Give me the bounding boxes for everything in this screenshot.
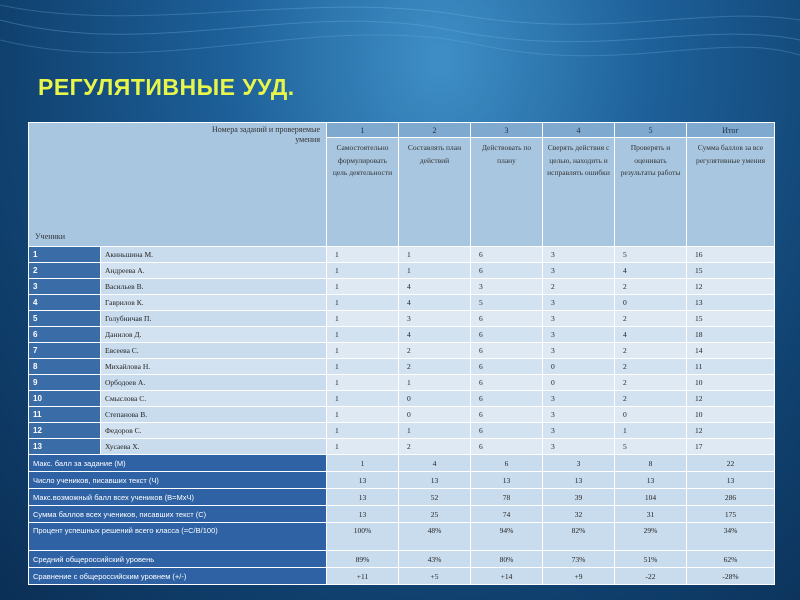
summary-value: 22 [687, 455, 775, 472]
score-cell: 6 [471, 263, 543, 279]
score-cell: 6 [471, 343, 543, 359]
summary-value: 80% [471, 551, 543, 568]
summary-value: 3 [543, 455, 615, 472]
student-row [29, 391, 775, 407]
summary-value: 52 [399, 489, 471, 506]
summary-value: -22 [615, 568, 687, 585]
student-row [29, 311, 775, 327]
student-name: Хусаева Х. [101, 439, 327, 455]
student-row [29, 279, 775, 295]
skill-description-cell: Сверять действия с целью, находить и исправлять ошибки [543, 138, 615, 247]
score-cell: 1 [327, 423, 399, 439]
score-cell: 6 [471, 311, 543, 327]
summary-label: Средний общероссийский уровень [29, 551, 327, 568]
summary-row [29, 506, 775, 523]
corner-label-tasks: Номера заданий и проверяемые умения [211, 125, 320, 144]
student-number: 9 [29, 375, 101, 391]
score-cell: 15 [687, 311, 775, 327]
score-cell: 15 [687, 263, 775, 279]
score-cell: 3 [543, 439, 615, 455]
summary-value: 13 [615, 472, 687, 489]
summary-row [29, 455, 775, 472]
student-row [29, 375, 775, 391]
score-cell: 3 [543, 295, 615, 311]
skill-description-cell: Составлять план действий [399, 138, 471, 247]
score-cell: 1 [327, 295, 399, 311]
score-cell: 2 [615, 391, 687, 407]
student-number: 12 [29, 423, 101, 439]
student-name: Федоров С. [101, 423, 327, 439]
summary-label: Процент успешных решений всего класса (=С/В/100) [29, 523, 327, 551]
summary-value: +5 [399, 568, 471, 585]
student-row [29, 407, 775, 423]
summary-value: 25 [399, 506, 471, 523]
score-cell: 12 [687, 423, 775, 439]
student-row [29, 327, 775, 343]
score-cell: 3 [543, 407, 615, 423]
summary-value: 13 [471, 472, 543, 489]
student-name: Данилов Д. [101, 327, 327, 343]
score-cell: 3 [543, 423, 615, 439]
student-name: Орбодоев А. [101, 375, 327, 391]
summary-value: 1 [327, 455, 399, 472]
summary-value: 13 [687, 472, 775, 489]
student-number: 8 [29, 359, 101, 375]
score-cell: 1 [327, 327, 399, 343]
score-cell: 1 [327, 279, 399, 295]
score-cell: 6 [471, 375, 543, 391]
score-cell: 6 [471, 247, 543, 263]
student-name: Гаврилов К. [101, 295, 327, 311]
task-number-cell: 4 [543, 123, 615, 138]
student-number: 7 [29, 343, 101, 359]
summary-value: 8 [615, 455, 687, 472]
score-cell: 0 [399, 407, 471, 423]
score-cell: 6 [471, 423, 543, 439]
student-name: Евсеева С. [101, 343, 327, 359]
score-cell: 18 [687, 327, 775, 343]
summary-value: 82% [543, 523, 615, 551]
summary-value: 51% [615, 551, 687, 568]
score-cell: 1 [327, 375, 399, 391]
summary-value: 48% [399, 523, 471, 551]
summary-value: +14 [471, 568, 543, 585]
score-cell: 4 [399, 327, 471, 343]
summary-value: 6 [471, 455, 543, 472]
score-cell: 1 [399, 375, 471, 391]
score-cell: 11 [687, 359, 775, 375]
header-corner-cell [29, 123, 327, 247]
score-cell: 2 [615, 279, 687, 295]
score-cell: 1 [399, 423, 471, 439]
summary-value: 29% [615, 523, 687, 551]
summary-value: 78 [471, 489, 543, 506]
results-table-container [28, 122, 774, 581]
skill-description-cell: Действовать по плану [471, 138, 543, 247]
score-cell: 2 [399, 343, 471, 359]
task-number-cell: 3 [471, 123, 543, 138]
summary-value: 175 [687, 506, 775, 523]
score-cell: 0 [543, 359, 615, 375]
corner-label-students: Ученики [35, 232, 65, 241]
summary-value: 13 [399, 472, 471, 489]
score-cell: 0 [615, 407, 687, 423]
student-row [29, 439, 775, 455]
score-cell: 2 [399, 359, 471, 375]
score-cell: 4 [615, 327, 687, 343]
student-name: Андреева А. [101, 263, 327, 279]
score-cell: 10 [687, 375, 775, 391]
score-cell: 0 [399, 391, 471, 407]
student-row [29, 263, 775, 279]
score-cell: 2 [615, 343, 687, 359]
student-number: 11 [29, 407, 101, 423]
summary-value: 31 [615, 506, 687, 523]
score-cell: 5 [471, 295, 543, 311]
skill-description-cell: Сумма баллов за все регулятивные умения [687, 138, 775, 247]
skill-description-cell: Проверять и оценивать результаты работы [615, 138, 687, 247]
summary-value: 13 [543, 472, 615, 489]
score-cell: 6 [471, 359, 543, 375]
summary-row [29, 472, 775, 489]
task-number-cell: Итог [687, 123, 775, 138]
student-number: 10 [29, 391, 101, 407]
score-cell: 1 [327, 343, 399, 359]
score-cell: 2 [615, 375, 687, 391]
background-wave-decoration [0, 0, 800, 140]
score-cell: 3 [543, 391, 615, 407]
score-cell: 4 [615, 263, 687, 279]
score-cell: 2 [615, 311, 687, 327]
score-cell: 14 [687, 343, 775, 359]
summary-value: 73% [543, 551, 615, 568]
score-cell: 6 [471, 327, 543, 343]
score-cell: 16 [687, 247, 775, 263]
score-cell: 5 [615, 247, 687, 263]
student-number: 6 [29, 327, 101, 343]
summary-value: 43% [399, 551, 471, 568]
summary-value: 13 [327, 489, 399, 506]
summary-label: Сумма баллов всех учеников, писавших текст (С) [29, 506, 327, 523]
score-cell: 3 [543, 263, 615, 279]
summary-value: 62% [687, 551, 775, 568]
summary-value: +11 [327, 568, 399, 585]
student-name: Голубничая П. [101, 311, 327, 327]
score-cell: 1 [327, 391, 399, 407]
score-cell: 3 [471, 279, 543, 295]
summary-label: Макс. балл за задание (М) [29, 455, 327, 472]
student-number: 2 [29, 263, 101, 279]
score-cell: 3 [543, 343, 615, 359]
score-cell: 1 [327, 407, 399, 423]
summary-value: 32 [543, 506, 615, 523]
score-cell: 0 [543, 375, 615, 391]
score-cell: 1 [615, 423, 687, 439]
summary-value: 39 [543, 489, 615, 506]
summary-value: +9 [543, 568, 615, 585]
score-cell: 1 [327, 263, 399, 279]
score-cell: 6 [471, 391, 543, 407]
task-number-cell: 5 [615, 123, 687, 138]
score-cell: 0 [615, 295, 687, 311]
student-number: 1 [29, 247, 101, 263]
score-cell: 4 [399, 295, 471, 311]
score-cell: 10 [687, 407, 775, 423]
student-name: Васильев В. [101, 279, 327, 295]
score-cell: 1 [327, 311, 399, 327]
summary-value: 74 [471, 506, 543, 523]
task-number-cell: 2 [399, 123, 471, 138]
summary-value: 4 [399, 455, 471, 472]
results-table [28, 122, 775, 585]
summary-value: 94% [471, 523, 543, 551]
student-row [29, 423, 775, 439]
summary-value: 89% [327, 551, 399, 568]
summary-value: -28% [687, 568, 775, 585]
score-cell: 1 [399, 247, 471, 263]
score-cell: 2 [615, 359, 687, 375]
student-row [29, 343, 775, 359]
student-name: Смыслова С. [101, 391, 327, 407]
summary-row [29, 568, 775, 585]
summary-row [29, 489, 775, 506]
summary-row [29, 551, 775, 568]
score-cell: 13 [687, 295, 775, 311]
score-cell: 1 [327, 359, 399, 375]
student-number: 4 [29, 295, 101, 311]
score-cell: 2 [543, 279, 615, 295]
header-row-task-numbers [29, 123, 775, 138]
score-cell: 6 [471, 439, 543, 455]
score-cell: 5 [615, 439, 687, 455]
score-cell: 2 [399, 439, 471, 455]
score-cell: 1 [399, 263, 471, 279]
skill-description-cell: Самостоятельно формулировать цель деятельности [327, 138, 399, 247]
summary-label: Сравнение с общероссийским уровнем (+/-) [29, 568, 327, 585]
score-cell: 3 [543, 247, 615, 263]
summary-value: 286 [687, 489, 775, 506]
student-row [29, 247, 775, 263]
score-cell: 6 [471, 407, 543, 423]
score-cell: 3 [543, 327, 615, 343]
score-cell: 1 [327, 439, 399, 455]
summary-value: 13 [327, 506, 399, 523]
summary-label: Макс.возможный балл всех учеников (В=МхЧ) [29, 489, 327, 506]
student-name: Акиньшина М. [101, 247, 327, 263]
summary-row [29, 523, 775, 551]
summary-value: 100% [327, 523, 399, 551]
score-cell: 4 [399, 279, 471, 295]
task-number-cell: 1 [327, 123, 399, 138]
slide-title: РЕГУЛЯТИВНЫЕ УУД. [38, 74, 295, 100]
score-cell: 12 [687, 279, 775, 295]
summary-value: 34% [687, 523, 775, 551]
score-cell: 3 [399, 311, 471, 327]
summary-value: 104 [615, 489, 687, 506]
student-number: 3 [29, 279, 101, 295]
student-row [29, 359, 775, 375]
student-number: 5 [29, 311, 101, 327]
summary-value: 13 [327, 472, 399, 489]
score-cell: 17 [687, 439, 775, 455]
student-number: 13 [29, 439, 101, 455]
student-name: Михайлова Н. [101, 359, 327, 375]
score-cell: 12 [687, 391, 775, 407]
score-cell: 3 [543, 311, 615, 327]
student-name: Степанова В. [101, 407, 327, 423]
student-row [29, 295, 775, 311]
score-cell: 1 [327, 247, 399, 263]
summary-label: Число учеников, писавших текст (Ч) [29, 472, 327, 489]
